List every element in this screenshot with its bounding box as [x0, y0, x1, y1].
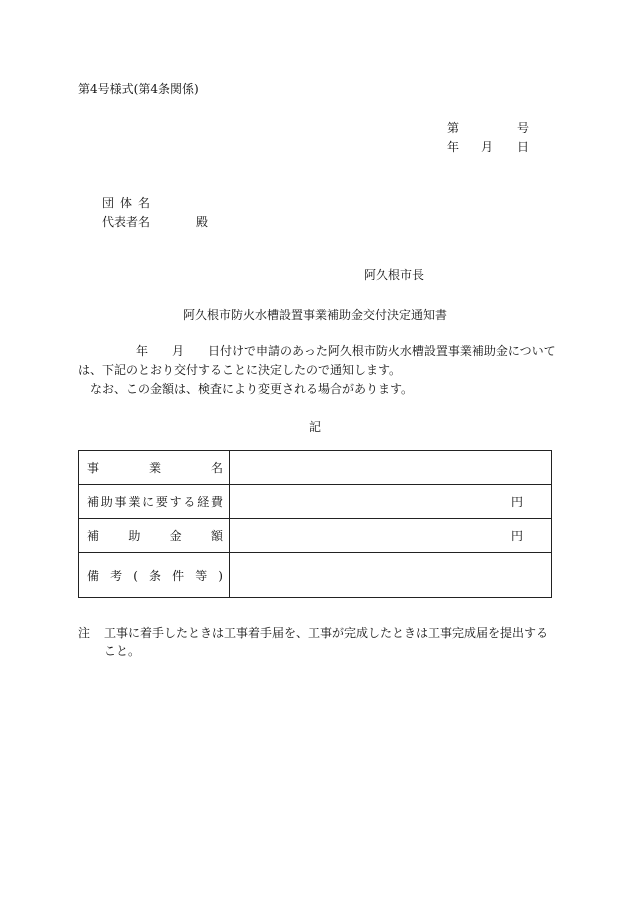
body-paragraph-2-text: なお、この金額は、検査により変更される場合があります。: [90, 382, 414, 396]
table-row: [79, 485, 552, 519]
ki-heading: 記: [308, 420, 321, 434]
footnote-text: 工事に着手したときは工事着手届を、工事が完成したときは工事完成届を提出すること。: [104, 626, 549, 658]
row-label-subsidy-amount: 補助金額: [79, 519, 230, 553]
document-title: 阿久根市防火水槽設置事業補助金交付決定通知書: [182, 308, 447, 322]
number-prefix: 第: [447, 121, 460, 135]
row-value-project-name: [230, 451, 552, 485]
body-paragraph-1-text: 日付けで申請のあった阿久根市防火水槽設置事業補助金については、下記のとおり交付することに決定したので通知します。: [78, 344, 556, 377]
recipient-organization-label: 団体名: [102, 196, 157, 210]
row-label-project-cost: 補助事業に要する経費: [79, 485, 230, 519]
row-value-project-cost: 円: [230, 485, 552, 519]
table-row: [79, 519, 552, 553]
row-value-subsidy-amount: 円: [230, 519, 552, 553]
table-row: [79, 553, 552, 598]
footnote: [78, 624, 558, 660]
body-paragraph-2: [78, 380, 558, 399]
body-paragraph-1: [78, 342, 558, 380]
issuer-name: 阿久根市長: [364, 268, 425, 282]
row-label-remarks: 備考(条件等): [79, 553, 230, 598]
body-text: [78, 342, 558, 399]
table-row: [79, 451, 552, 485]
date-month: 月: [481, 140, 494, 154]
body-month: 月: [172, 344, 185, 358]
form-number-label: 第4号様式(第4条関係): [78, 82, 199, 96]
honorific: 殿: [196, 215, 209, 229]
body-year: 年: [136, 344, 149, 358]
date-year: 年: [447, 140, 460, 154]
date-day: 日: [517, 140, 530, 154]
row-label-project-name: 事業名: [79, 451, 230, 485]
number-suffix: 号: [517, 121, 530, 135]
detail-table: [78, 450, 552, 598]
footnote-mark: 注: [78, 626, 91, 640]
row-value-remarks: [230, 553, 552, 598]
recipient-representative-label: 代表者名: [102, 215, 151, 229]
